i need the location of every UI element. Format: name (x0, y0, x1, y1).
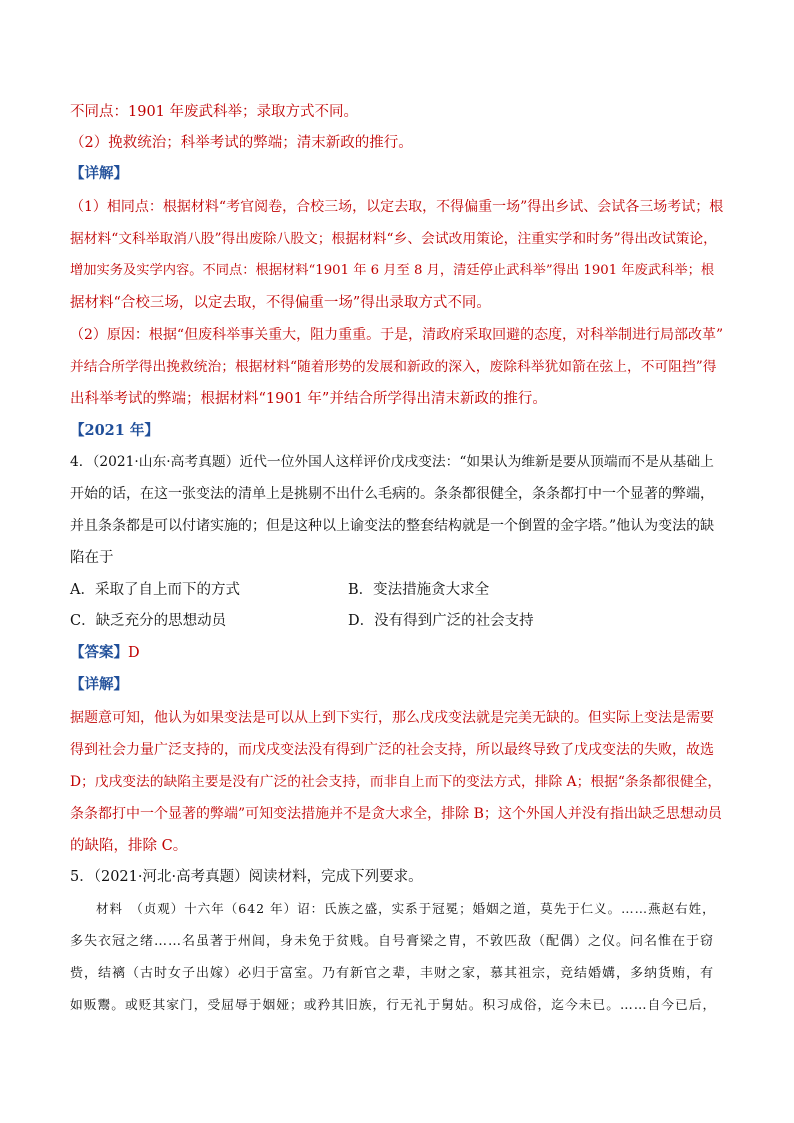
year-label: 【2021 年】 (70, 422, 159, 439)
q5-material-line-2: 多失衣冠之绪……名虽著于州闾，身未免于贫贱。自号膏梁之胄，不敦匹敌（配偶）之仪。问名惟在于窃 (70, 934, 715, 949)
q4-detail-label: 【详解】 (70, 676, 128, 693)
q4-detail-line-5: 的缺陷，排除 C。 (70, 838, 188, 854)
q4-detail-line-2: 得到社会力量广泛支持的，而戊戌变法没有得到广泛的社会支持，所以最终导致了戊戌变法的失败，故选 (70, 742, 714, 758)
q4-option-d: D．没有得到广泛的社会支持 (348, 613, 534, 629)
q4-answer-row (70, 643, 724, 663)
q5-material-line-3: 赀，结褵（古时女子出嫁）必归于富室。乃有新官之辈，丰财之家，慕其祖宗，竞结婚媾，多纳货贿，有 (70, 966, 715, 981)
q4-option-c: C．缺乏充分的思想动员 (70, 613, 227, 629)
q4-stem-line-4: 陷在于 (70, 550, 114, 566)
q5-material-line-4: 如贩鬻。或贬其家门，受屈辱于姻娅；或矜其旧族，行无礼于舅姑。积习成俗，迄今未已。……自今已后， (70, 998, 717, 1013)
detail-label-1: 【详解】 (70, 165, 128, 182)
q4-answer-value: D (128, 645, 140, 661)
detail1-line-1: （1）相同点：根据材料“考官阅卷，合校三场，以定去取，不得偏重一场”得出乡试、会试各三场考试；根 (70, 199, 724, 215)
q5-material-line-1: 材料 （贞观）十六年（642 年）诏：氏族之盛，实系于冠冕；婚姻之道，莫先于仁义。……燕赵右姓， (96, 901, 716, 916)
detail1-line-4: 据材料“合校三场，以定去取，不得偏重一场”得出录取方式不同。 (70, 295, 491, 311)
detail1-line-2: 据材料“文科举取消八股”得出废除八股文；根据材料“乡、会试改用策论，注重实学和时务”得出改试策论， (70, 231, 717, 247)
q4-stem-line-3: 并且条条都是可以付诸实施的；但是这种以上谕变法的整套结构就是一个倒置的金字塔。”他认为变法的缺 (70, 518, 715, 534)
q4-detail-line-3: D；戊戌变法的缺陷主要是没有广泛的社会支持，而非自上而下的变法方式，排除 A；根据“条条都很健全， (70, 774, 722, 790)
q4-option-a: A．采取了自上而下的方式 (70, 582, 240, 598)
answer-diff-line: 不同点：1901 年废武科举；录取方式不同。 (70, 104, 359, 120)
detail1-line-7: 出科举考试的弊端；根据材料“1901 年”并结合所学得出清末新政的推行。 (70, 391, 547, 407)
detail1-line-3: 增加实务及实学内容。不同点：根据材料“1901 年 6 月至 8 月，清廷停止武科举”得出 1901 年废武科举；根 (70, 263, 715, 278)
q4-answer-label: 【答案】 (70, 644, 128, 661)
q4-option-b: B．变法措施贪大求全 (348, 582, 490, 598)
answer-part2-line: （2）挽救统治；科举考试的弊端；清末新政的推行。 (70, 135, 413, 151)
detail1-line-6: 并结合所学得出挽救统治；根据材料“随着形势的发展和新政的深入，废除科举犹如箭在弦上，不可阻挡”得 (70, 359, 717, 375)
detail1-line-5: （2）原因：根据“但废科举事关重大，阻力重重。于是，清政府采取回避的态度，对科举制进行局部改革” (70, 327, 724, 343)
q4-detail-line-1: 据题意可知，他认为如果变法是可以从上到下实行，那么戊戌变法就是完美无缺的。但实际上变法是需要 (70, 710, 714, 726)
q4-stem-line-1: 4．（2021·山东·高考真题）近代一位外国人这样评价戊戌变法：“如果认为维新是要从顶端而不是从基础上 (70, 454, 714, 470)
q5-stem: 5．（2021·河北·高考真题）阅读材料，完成下列要求。 (70, 869, 423, 885)
q4-detail-line-4: 条条都打中一个显著的弊端”可知变法措施并不是贪大求全，排除 B；这个外国人并没有指出缺乏思想动员 (70, 806, 722, 822)
q4-stem-line-2: 开始的话，在这一张变法的清单上是挑剔不出什么毛病的。条条都很健全，条条都打中一个显著的弊端， (70, 486, 714, 502)
